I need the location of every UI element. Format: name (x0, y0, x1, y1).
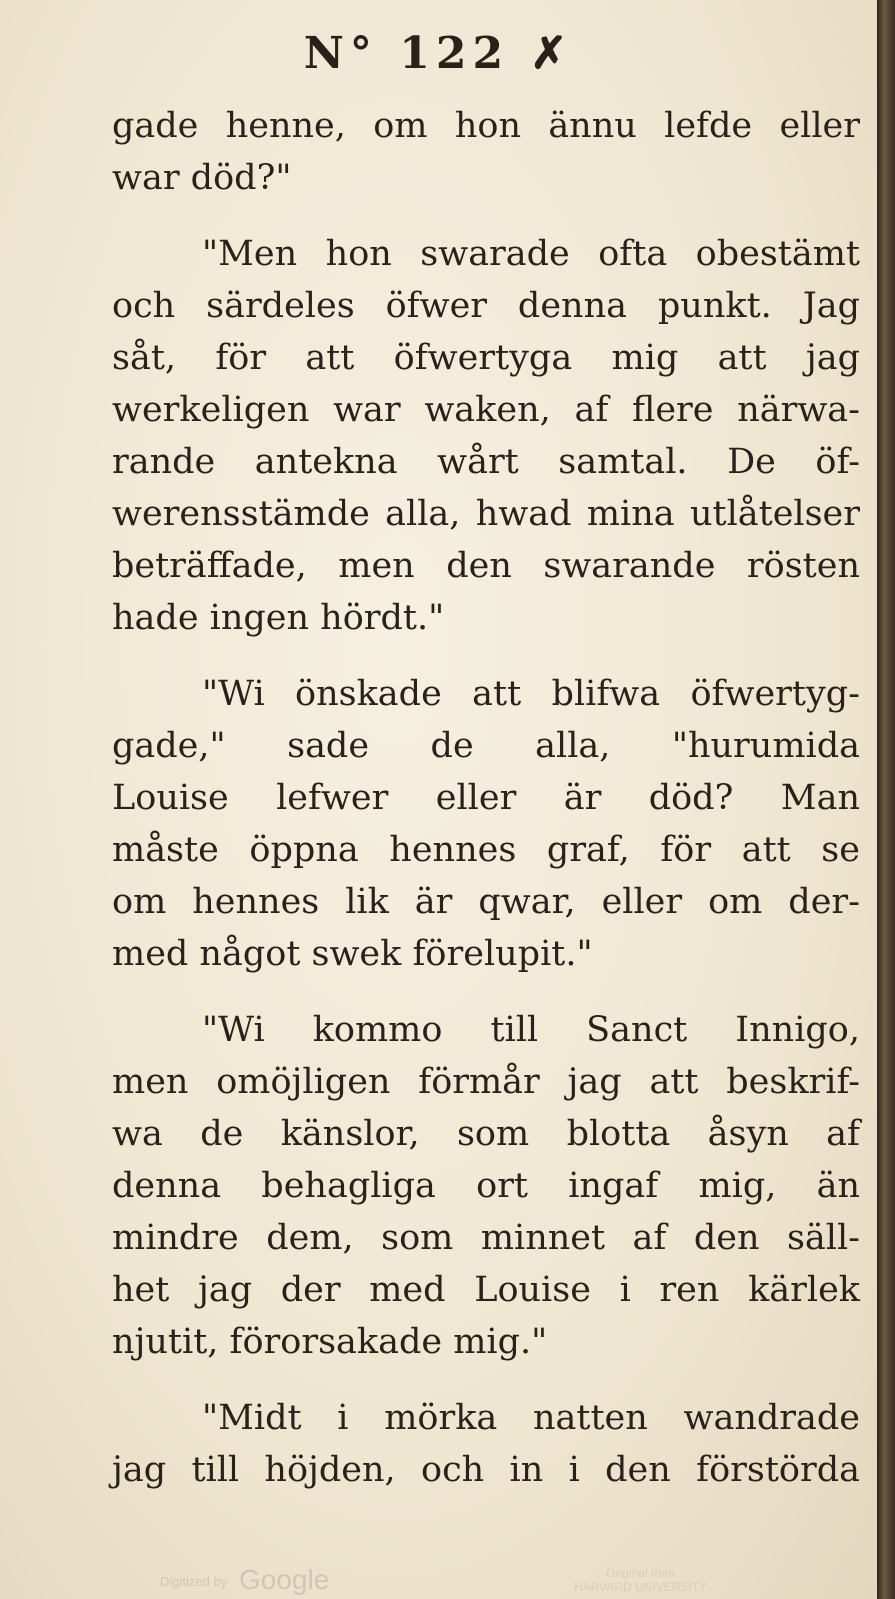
text-line: såt, för att öfwertyga mig att jag (112, 338, 860, 378)
text-line: om hennes lik är qwar, eller om der- (112, 882, 860, 922)
text-line: "Wi önskade att blifwa öfwertyg- (202, 674, 860, 714)
text-line: njutit, förorsakade mig." (112, 1322, 548, 1362)
text-line: "Men hon swarade ofta obestämt (202, 234, 860, 274)
paragraph (112, 668, 860, 980)
text-line: och särdeles öfwer denna punkt. Jag (112, 286, 860, 326)
text-line: wa de känslor, som blotta åsyn af (112, 1114, 860, 1154)
text-line: werensstämde alla, hwad mina utlåtelser (112, 494, 860, 534)
text-line: war död?" (112, 158, 292, 198)
text-line: rande antekna wårt samtal. De öf- (112, 442, 860, 482)
text-line: hade ingen hördt." (112, 598, 445, 638)
text-line: het jag der med Louise i ren kärlek (112, 1270, 860, 1310)
text-line: gade," sade de alla, "hurumida (112, 726, 860, 766)
text-line: mindre dem, som minnet af den säll- (112, 1218, 860, 1258)
google-logo: Google (238, 1564, 330, 1595)
text-line: med något swek förelupit." (112, 934, 593, 974)
body-text (112, 100, 860, 1520)
digitized-watermark (160, 1564, 329, 1596)
original-label: Original from (606, 1566, 675, 1580)
page-edge (877, 0, 895, 1599)
paragraph (112, 100, 860, 204)
scan-footer (0, 1565, 877, 1595)
paragraph (112, 1392, 860, 1496)
paragraph (112, 1004, 860, 1368)
page-header: N° 122 ✗ (303, 28, 574, 79)
library-label: HARVARD UNIVERSITY (574, 1580, 707, 1594)
text-line: måste öppna hennes graf, för att se (112, 830, 860, 870)
text-line: werkeligen war waken, af flere närwa- (112, 390, 860, 430)
original-watermark (574, 1566, 707, 1594)
text-line: "Midt i mörka natten wandrade (202, 1398, 860, 1438)
text-line: "Wi kommo till Sanct Innigo, (202, 1010, 860, 1050)
text-line: men omöjligen förmår jag att beskrif- (112, 1062, 860, 1102)
text-line: denna behagliga ort ingaf mig, än (112, 1166, 860, 1206)
paragraph (112, 228, 860, 644)
digitized-label: Digitized by (160, 1574, 228, 1590)
text-line: Louise lefwer eller är död? Man (112, 778, 860, 818)
text-line: jag till höjden, och in i den förstörda (112, 1450, 860, 1490)
text-line: beträffade, men den swarande rösten (112, 546, 860, 586)
text-line: gade henne, om hon ännu lefde eller (112, 106, 860, 146)
